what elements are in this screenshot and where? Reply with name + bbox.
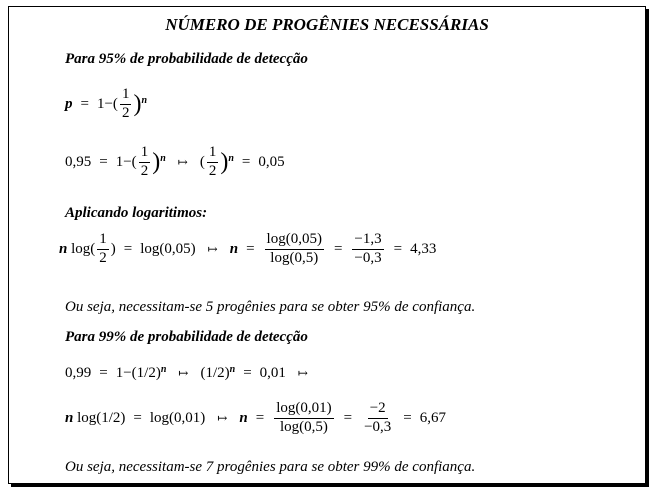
page-title: NÚMERO DE PROGÊNIES NECESSÁRIAS (165, 15, 489, 34)
equation-099: 0,99 = 1−(1/2) $^n$ ↦ (1/2) $^n$ = 0,01 ↦ (65, 364, 308, 381)
document-frame (8, 6, 646, 484)
maps-to-icon: ↦ (207, 241, 218, 256)
maps-to-icon: ↦ (177, 154, 188, 169)
section2-conclusion: Ou seja, necessitam-se 7 progênies para se obter 99% de confiança. (65, 459, 476, 475)
maps-to-icon: ↦ (297, 366, 308, 380)
equation-095: 0,95 = 1−( $\frac{1}{2}$ ) $^n$ ↦ ( $\frac{1}{2}$ ) $^n$ = 0,05 (65, 144, 285, 179)
section1-conclusion: Ou seja, necessitam-se 5 progênies para se obter 95% de confiança. (65, 299, 476, 315)
maps-to-icon: ↦ (178, 366, 189, 380)
logs-heading: Aplicando logaritimos: (65, 205, 208, 221)
equation-p: p = 1−( $\frac{1}{2}$ ) $^n$ (65, 86, 147, 121)
section2-heading: Para 99% de probabilidade de detecção (65, 329, 308, 345)
equation-log-99: n log(1/2) = log(0,01) ↦ n = $\frac{\log(0,01)}{\log(0,5)}$ = $\frac{-2}{-0,3}$ = 6,67 (65, 400, 447, 435)
equation-log-95: n log( $\frac{1}{2}$ ) = log(0,05) ↦ n = $\frac{\log(0,05)}{\log(0,5)}$ = $\frac{-1,3}{-0,3}$ = 4,33 (59, 231, 437, 266)
maps-to-icon: ↦ (217, 410, 228, 425)
section1-heading: Para 95% de probabilidade de detecção (65, 51, 308, 67)
